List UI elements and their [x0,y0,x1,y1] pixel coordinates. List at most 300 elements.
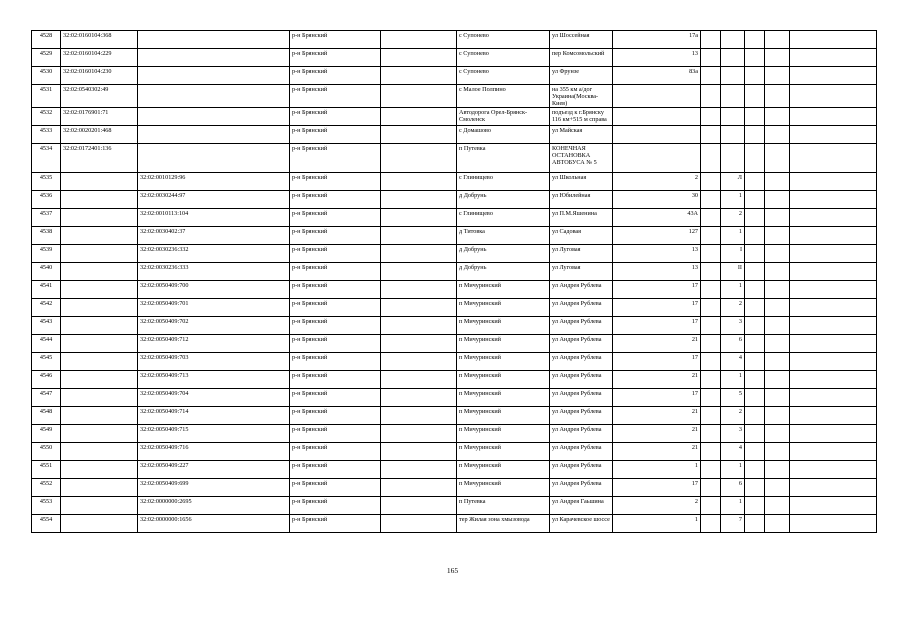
cell-extra [721,85,745,108]
cell-empty [790,281,877,299]
cell-cadastral-number [61,191,138,209]
cell-empty [745,497,765,515]
cell-empty [701,173,721,191]
cell-empty [701,31,721,49]
cell-settlement: п Мичуринский [457,335,550,353]
cell-cadastral-number-alt: 32:02:0050409:704 [138,389,290,407]
cell-cadastral-number [61,425,138,443]
cell-extra: 5 [721,389,745,407]
cell-house: 43А [613,209,701,227]
register-table [31,30,877,533]
cell-empty [765,281,790,299]
cell-empty [790,263,877,281]
cell-empty [381,317,457,335]
cell-empty [765,126,790,144]
cell-district: р-н Брянский [290,227,381,245]
cell-empty [701,443,721,461]
table-row [32,389,877,407]
table-row [32,353,877,371]
cell-cadastral-number-alt: 32:02:0050409:700 [138,281,290,299]
cell-cadastral-number-alt: 32:02:0010129:96 [138,173,290,191]
cell-cadastral-number [61,461,138,479]
cell-empty [381,497,457,515]
cell-extra: 1 [721,371,745,389]
cell-empty [701,515,721,533]
cell-empty [701,299,721,317]
cell-empty [745,299,765,317]
cell-empty [790,479,877,497]
cell-empty [765,353,790,371]
cell-empty [701,461,721,479]
table-row [32,67,877,85]
cell-settlement: п Мичуринский [457,479,550,497]
table-row [32,126,877,144]
table-row [32,108,877,126]
cell-settlement: п Мичуринский [457,281,550,299]
cell-empty [745,317,765,335]
cell-number: 4542 [32,299,61,317]
cell-settlement: п Мичуринский [457,353,550,371]
cell-number: 4534 [32,144,61,173]
table-row [32,263,877,281]
cell-district: р-н Брянский [290,299,381,317]
cell-cadastral-number: 32:02:0160104:368 [61,31,138,49]
cell-district: р-н Брянский [290,515,381,533]
cell-cadastral-number: 32:02:0020201:468 [61,126,138,144]
cell-cadastral-number: 32:02:0160104:229 [61,49,138,67]
cell-empty [765,108,790,126]
cell-empty [745,461,765,479]
cell-empty [701,191,721,209]
cell-empty [701,371,721,389]
cell-empty [765,479,790,497]
cell-street: ул Майская [550,126,613,144]
cell-house [613,144,701,173]
cell-settlement: тер Жилая зона хмызовода [457,515,550,533]
cell-extra [721,108,745,126]
cell-cadastral-number-alt [138,67,290,85]
cell-extra: 6 [721,479,745,497]
cell-district: р-н Брянский [290,173,381,191]
cell-empty [701,425,721,443]
cell-house [613,85,701,108]
cell-district: р-н Брянский [290,281,381,299]
cell-street: подъезд к г.Брянску 116 км+515 м справа [550,108,613,126]
cell-empty [381,389,457,407]
table-row [32,299,877,317]
cell-street: ул Фрунзе [550,67,613,85]
cell-empty [790,49,877,67]
cell-empty [765,85,790,108]
cell-empty [701,67,721,85]
cell-number: 4546 [32,371,61,389]
cell-empty [765,461,790,479]
page-number: 165 [446,566,459,575]
cell-empty [701,144,721,173]
cell-empty [745,31,765,49]
cell-cadastral-number [61,299,138,317]
cell-street: ул Андрея Рублева [550,281,613,299]
cell-empty [745,85,765,108]
table-row [32,173,877,191]
cell-settlement: п Мичуринский [457,317,550,335]
cell-empty [765,144,790,173]
cell-extra: 1 [721,227,745,245]
cell-cadastral-number-alt: 32:02:0050409:701 [138,299,290,317]
table-row [32,245,877,263]
cell-empty [701,281,721,299]
cell-empty [790,353,877,371]
cell-empty [790,67,877,85]
cell-empty [790,108,877,126]
cell-empty [381,299,457,317]
table-row [32,515,877,533]
cell-empty [381,85,457,108]
cell-street: ул Андрея Рублева [550,407,613,425]
cell-street: ул Садовая [550,227,613,245]
cell-cadastral-number-alt [138,126,290,144]
cell-settlement: с Домашово [457,126,550,144]
cell-street: ул Андрея Рублева [550,425,613,443]
cell-number: 4547 [32,389,61,407]
cell-empty [745,209,765,227]
cell-empty [381,191,457,209]
cell-street: ул Андрея Рублева [550,335,613,353]
cell-empty [790,497,877,515]
cell-empty [381,209,457,227]
cell-cadastral-number-alt: 32:02:0050409:702 [138,317,290,335]
cell-street: ул Андрея Гаьшина [550,497,613,515]
cell-empty [745,425,765,443]
cell-empty [790,144,877,173]
cell-number: 4540 [32,263,61,281]
cell-house: 21 [613,443,701,461]
cell-empty [381,515,457,533]
cell-house: 17 [613,389,701,407]
table-row [32,227,877,245]
cell-cadastral-number [61,263,138,281]
cell-street: ул Андрея Рублева [550,299,613,317]
cell-cadastral-number [61,281,138,299]
cell-extra: 1 [721,497,745,515]
cell-empty [790,209,877,227]
cell-empty [745,515,765,533]
table-row [32,144,877,173]
cell-settlement: д Добрунь [457,263,550,281]
cell-district: р-н Брянский [290,126,381,144]
cell-empty [745,67,765,85]
cell-empty [765,335,790,353]
cell-number: 4535 [32,173,61,191]
cell-cadastral-number-alt [138,49,290,67]
cell-cadastral-number-alt: 32:02:0050409:712 [138,335,290,353]
cell-settlement: с Малое Полпино [457,85,550,108]
cell-empty [701,126,721,144]
cell-empty [381,425,457,443]
cell-district: р-н Брянский [290,209,381,227]
cell-street: на 355 км а/дог Украина(Москва-Киев) [550,85,613,108]
cell-empty [765,425,790,443]
cell-cadastral-number-alt: 32:02:0000000:1656 [138,515,290,533]
cell-empty [381,407,457,425]
cell-cadastral-number [61,443,138,461]
table-row [32,335,877,353]
cell-empty [765,191,790,209]
cell-cadastral-number-alt: 32:02:0050409:703 [138,353,290,371]
cell-empty [765,299,790,317]
cell-extra [721,126,745,144]
cell-cadastral-number [61,335,138,353]
cell-extra: 1 [721,281,745,299]
cell-settlement: п Мичуринский [457,443,550,461]
cell-street: ул Андрея Рублева [550,389,613,407]
cell-empty [701,209,721,227]
cell-empty [701,227,721,245]
table-row [32,85,877,108]
cell-empty [701,85,721,108]
cell-empty [745,108,765,126]
cell-number: 4541 [32,281,61,299]
cell-settlement: п Путевка [457,497,550,515]
cell-empty [381,144,457,173]
cell-empty [790,515,877,533]
cell-empty [790,245,877,263]
cell-empty [765,263,790,281]
cell-cadastral-number-alt [138,108,290,126]
cell-empty [790,173,877,191]
cell-number: 4528 [32,31,61,49]
cell-cadastral-number-alt: 32:02:0050409:713 [138,371,290,389]
cell-empty [381,263,457,281]
cell-house: 21 [613,425,701,443]
cell-district: р-н Брянский [290,49,381,67]
cell-empty [790,126,877,144]
cell-district: р-н Брянский [290,108,381,126]
table-row [32,461,877,479]
cell-empty [765,371,790,389]
cell-house: 21 [613,371,701,389]
cell-empty [790,335,877,353]
table-row [32,209,877,227]
cell-number: 4545 [32,353,61,371]
cell-district: р-н Брянский [290,407,381,425]
cell-empty [745,353,765,371]
cell-district: р-н Брянский [290,497,381,515]
cell-cadastral-number [61,515,138,533]
cell-empty [745,281,765,299]
table-row [32,49,877,67]
cell-cadastral-number-alt [138,31,290,49]
cell-empty [765,49,790,67]
cell-cadastral-number-alt: 32:02:0030402:37 [138,227,290,245]
cell-number: 4536 [32,191,61,209]
cell-street: ул Андрея Рублева [550,443,613,461]
cell-empty [765,227,790,245]
cell-district: р-н Брянский [290,461,381,479]
cell-empty [381,227,457,245]
cell-street: пер Комсомольский [550,49,613,67]
cell-settlement: п Мичуринский [457,299,550,317]
table-row [32,497,877,515]
cell-empty [765,389,790,407]
cell-empty [745,126,765,144]
cell-empty [765,317,790,335]
cell-cadastral-number [61,245,138,263]
cell-extra: 1 [721,191,745,209]
cell-empty [765,443,790,461]
cell-empty [381,67,457,85]
cell-empty [701,335,721,353]
cell-number: 4538 [32,227,61,245]
cell-empty [790,389,877,407]
cell-house: 17 [613,479,701,497]
table-row [32,281,877,299]
cell-cadastral-number: 32:02:0540302:49 [61,85,138,108]
cell-empty [790,443,877,461]
cell-cadastral-number-alt: 32:02:0050409:699 [138,479,290,497]
cell-house [613,108,701,126]
cell-empty [701,497,721,515]
cell-district: р-н Брянский [290,479,381,497]
cell-number: 4553 [32,497,61,515]
cell-cadastral-number: 32:02:0160104:230 [61,67,138,85]
cell-house: 17 [613,353,701,371]
cell-empty [701,389,721,407]
cell-district: р-н Брянский [290,85,381,108]
cell-extra: 1 [721,461,745,479]
cell-empty [790,407,877,425]
cell-house: 17 [613,281,701,299]
cell-cadastral-number: 32:02:0172401:136 [61,144,138,173]
cell-number: 4550 [32,443,61,461]
cell-empty [790,317,877,335]
cell-extra: 7 [721,515,745,533]
cell-cadastral-number-alt: 32:02:0010113:104 [138,209,290,227]
cell-street: ул Андрея Рублева [550,371,613,389]
table-row [32,371,877,389]
cell-number: 4533 [32,126,61,144]
cell-empty [790,227,877,245]
cell-empty [381,31,457,49]
cell-empty [745,245,765,263]
cell-house: 17 [613,317,701,335]
cell-district: р-н Брянский [290,371,381,389]
cell-extra: 2 [721,209,745,227]
cell-street: ул Андрея Рублева [550,353,613,371]
cell-empty [765,173,790,191]
cell-empty [745,191,765,209]
cell-empty [381,461,457,479]
cell-number: 4543 [32,317,61,335]
cell-cadastral-number [61,371,138,389]
cell-district: р-н Брянский [290,245,381,263]
table-row [32,479,877,497]
cell-district: р-н Брянский [290,31,381,49]
cell-district: р-н Брянский [290,317,381,335]
cell-empty [381,335,457,353]
cell-empty [745,443,765,461]
cell-cadastral-number-alt: 32:02:0030244:97 [138,191,290,209]
cell-cadastral-number-alt [138,144,290,173]
cell-empty [381,108,457,126]
cell-district: р-н Брянский [290,263,381,281]
cell-number: 4529 [32,49,61,67]
cell-district: р-н Брянский [290,425,381,443]
cell-district: р-н Брянский [290,443,381,461]
cell-empty [745,173,765,191]
cell-extra [721,67,745,85]
cell-cadastral-number-alt: 32:02:0030236:333 [138,263,290,281]
cell-district: р-н Брянский [290,144,381,173]
cell-empty [765,67,790,85]
cell-empty [701,49,721,67]
cell-settlement: п Путевка [457,144,550,173]
cell-number: 4544 [32,335,61,353]
cell-number: 4551 [32,461,61,479]
cell-empty [745,144,765,173]
cell-settlement: с Супонево [457,67,550,85]
cell-empty [701,108,721,126]
cell-extra [721,31,745,49]
cell-empty [745,263,765,281]
cell-empty [381,353,457,371]
cell-settlement: Автодорога Орел-Брянск-Смоленск [457,108,550,126]
table-row [32,31,877,49]
cell-extra: 6 [721,335,745,353]
cell-empty [745,335,765,353]
cell-house: 13 [613,263,701,281]
cell-house: 17 [613,299,701,317]
cell-empty [701,479,721,497]
cell-extra: I [721,245,745,263]
cell-house: 1 [613,461,701,479]
cell-empty [790,299,877,317]
cell-house: 83а [613,67,701,85]
cell-empty [745,389,765,407]
cell-street: ул Андрея Рублева [550,479,613,497]
cell-house [613,126,701,144]
cell-number: 4532 [32,108,61,126]
cell-empty [765,31,790,49]
cell-empty [790,191,877,209]
cell-settlement: п Мичуринский [457,371,550,389]
cell-district: р-н Брянский [290,389,381,407]
cell-house: 21 [613,335,701,353]
cell-empty [790,425,877,443]
cell-number: 4549 [32,425,61,443]
cell-settlement: д Титовка [457,227,550,245]
table-row [32,317,877,335]
cell-cadastral-number-alt: 32:02:0050409:715 [138,425,290,443]
cell-empty [701,263,721,281]
cell-house: 13 [613,49,701,67]
cell-empty [381,281,457,299]
cell-empty [745,371,765,389]
cell-cadastral-number: 32:02:0176901:71 [61,108,138,126]
cell-cadastral-number [61,227,138,245]
cell-empty [765,407,790,425]
cell-number: 4539 [32,245,61,263]
cell-cadastral-number [61,479,138,497]
cell-empty [765,497,790,515]
table-row [32,191,877,209]
cell-settlement: с Глинищево [457,209,550,227]
cell-house: 127 [613,227,701,245]
cell-cadastral-number [61,353,138,371]
cell-empty [381,443,457,461]
cell-district: р-н Брянский [290,353,381,371]
cell-empty [381,173,457,191]
